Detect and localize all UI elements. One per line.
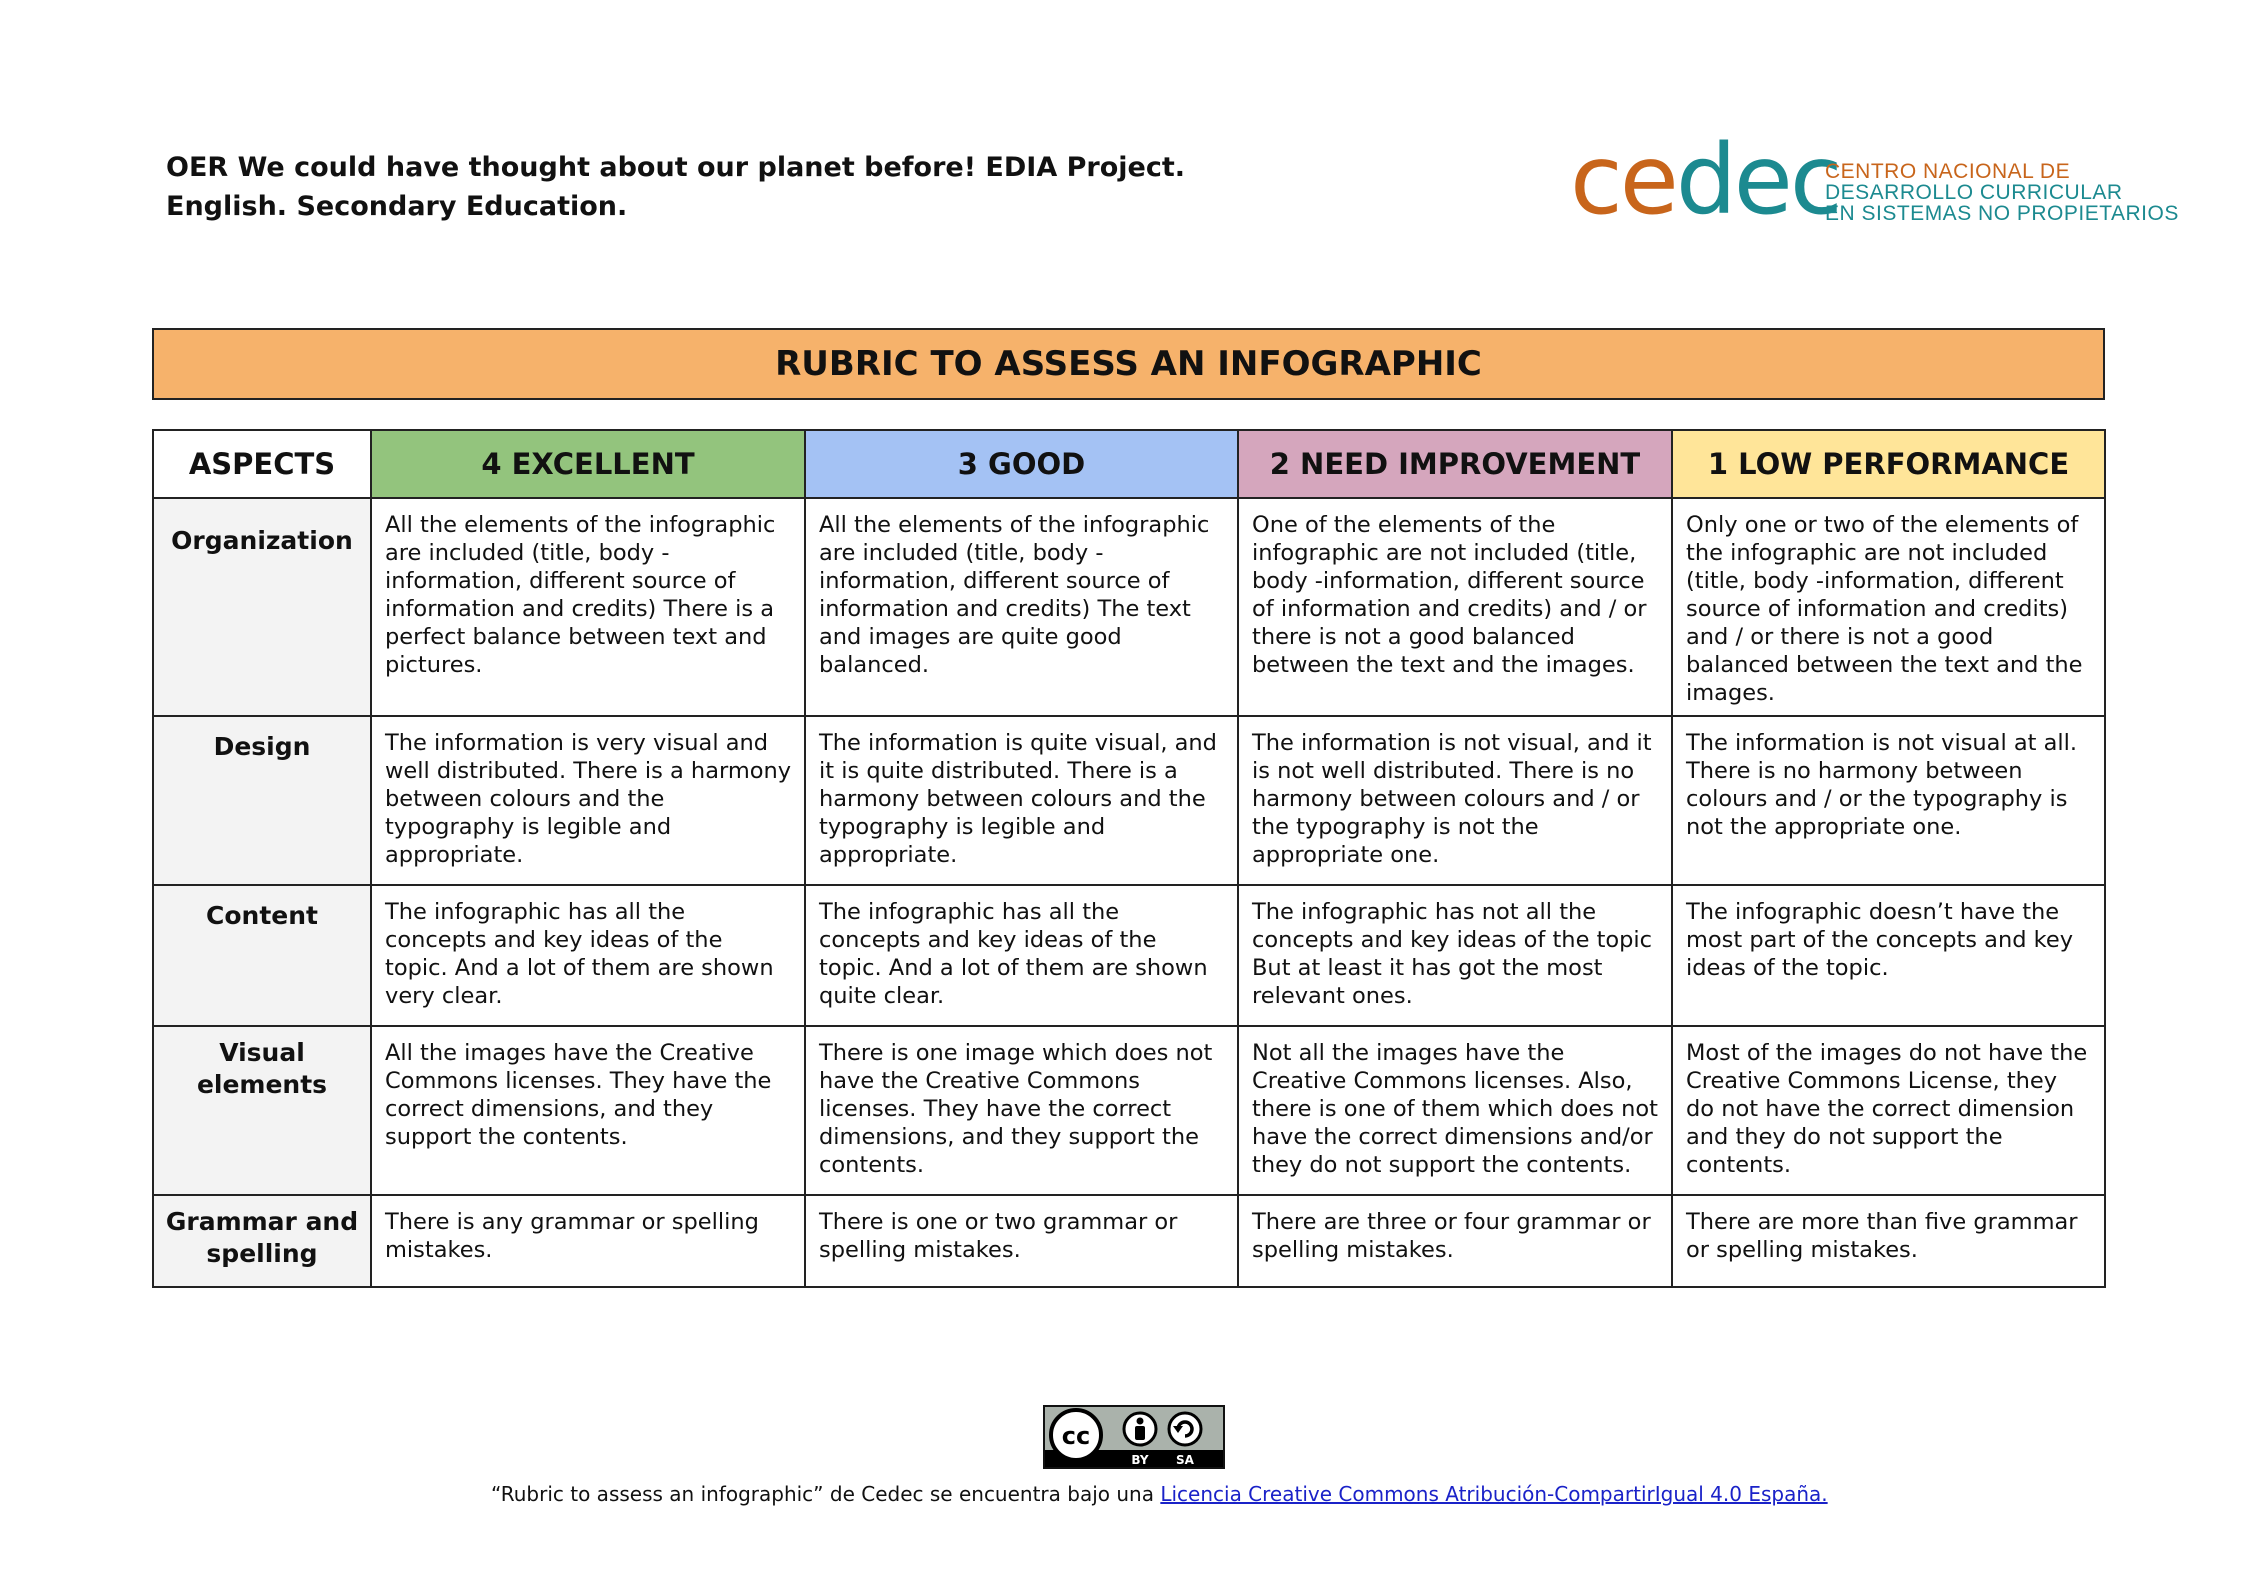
criteria-cell: There is any grammar or spelling mistakes.	[371, 1195, 805, 1287]
criteria-cell: The information is very visual and well distributed. There is a harmony between colours and the typography is legible and appropriate.	[371, 716, 805, 885]
criteria-cell: There is one image which does not have the Creative Commons licenses. They have the correct dimensions, and they support the contents.	[805, 1026, 1238, 1195]
criteria-cell: All the elements of the infographic are included (title, body -information, different source of information and credits) The text and images are quite good balanced.	[805, 498, 1238, 716]
aspect-cell: Grammar and spelling	[153, 1195, 371, 1287]
header-line-2: English. Secondary Education.	[166, 191, 628, 222]
criteria-cell: All the elements of the infographic are included (title, body -information, different source of information and credits) There is a perfect balance between text and pictures.	[371, 498, 805, 716]
header-level-2-need-improvement: 2 NEED IMPROVEMENT	[1238, 430, 1672, 498]
criteria-cell: The infographic has not all the concepts and key ideas of the topic But at least it has got the most relevant ones.	[1238, 885, 1672, 1026]
license-prefix: “Rubric to assess an infographic” de Cedec se encuentra bajo una	[491, 1482, 1161, 1506]
criteria-cell: The information is not visual at all. There is no harmony between colours and / or the typography is not the appropriate one.	[1672, 716, 2105, 885]
license-statement	[491, 1481, 1828, 1507]
logo-word-ce: ce	[1570, 124, 1676, 236]
badge-by-label: BY	[1131, 1453, 1149, 1467]
rubric-header-row	[153, 430, 2105, 498]
header-aspects: ASPECTS	[153, 430, 371, 498]
rubric-title-band	[152, 328, 2105, 400]
criteria-cell: The infographic doesn’t have the most part of the concepts and key ideas of the topic.	[1672, 885, 2105, 1026]
criteria-cell: The infographic has all the concepts and key ideas of the topic. And a lot of them are shown very clear.	[371, 885, 805, 1026]
criteria-cell: One of the elements of the infographic are not included (title, body -information, different source of information and credits) and / or there is not a good balanced between the text and the images.	[1238, 498, 1672, 716]
criteria-cell: Not all the images have the Creative Commons licenses. Also, there is one of them which does not have the correct dimensions and/or they do not support the contents.	[1238, 1026, 1672, 1195]
logo-sub-line-2: DESARROLLO CURRICULAR	[1825, 181, 2123, 204]
cedec-logo-subtitle	[1825, 161, 2179, 224]
share-alike-icon	[1169, 1413, 1201, 1445]
rubric-title: RUBRIC TO ASSESS AN INFOGRAPHIC	[775, 344, 1482, 384]
header-level-4-excellent: 4 EXCELLENT	[371, 430, 805, 498]
attribution-icon-head	[1137, 1418, 1144, 1425]
table-row	[153, 1195, 2105, 1287]
document-header	[166, 148, 1185, 226]
criteria-cell: There are three or four grammar or spelling mistakes.	[1238, 1195, 1672, 1287]
attribution-icon-body	[1135, 1426, 1145, 1440]
table-row	[153, 716, 2105, 885]
aspect-cell: Content	[153, 885, 371, 1026]
cc-by-sa-badge	[1043, 1405, 1225, 1469]
cedec-logo	[1570, 124, 2179, 244]
cc-logo-text: cc	[1061, 1422, 1091, 1450]
badge-sa-label: SA	[1176, 1453, 1194, 1467]
logo-word-dec: dec	[1675, 124, 1840, 236]
table-row	[153, 1026, 2105, 1195]
table-row	[153, 885, 2105, 1026]
criteria-cell: All the images have the Creative Commons licenses. They have the correct dimensions, and they support the contents.	[371, 1026, 805, 1195]
criteria-cell: The infographic has all the concepts and key ideas of the topic. And a lot of them are shown quite clear.	[805, 885, 1238, 1026]
header-level-3-good: 3 GOOD	[805, 430, 1238, 498]
cedec-logo-wordmark	[1570, 124, 1840, 236]
rubric-table	[152, 429, 2106, 1288]
table-row	[153, 498, 2105, 716]
aspect-cell: Organization	[153, 498, 371, 716]
logo-sub-line-1: CENTRO NACIONAL DE	[1825, 160, 2071, 183]
criteria-cell: There is one or two grammar or spelling mistakes.	[805, 1195, 1238, 1287]
criteria-cell: The information is quite visual, and it is quite distributed. There is a harmony between colours and the typography is legible and appropriate.	[805, 716, 1238, 885]
criteria-cell: Most of the images do not have the Creative Commons License, they do not have the correct dimension and they do not support the contents.	[1672, 1026, 2105, 1195]
criteria-cell: The information is not visual, and it is not well distributed. There is no harmony between colours and / or the typography is not the appropriate one.	[1238, 716, 1672, 885]
logo-sub-line-3: EN SISTEMAS NO PROPIETARIOS	[1825, 202, 2179, 225]
license-link[interactable]: Licencia Creative Commons Atribución-CompartirIgual 4.0 España.	[1160, 1482, 1828, 1506]
criteria-cell: There are more than five grammar or spelling mistakes.	[1672, 1195, 2105, 1287]
aspect-cell: Visual elements	[153, 1026, 371, 1195]
header-line-1: OER We could have thought about our planet before! EDIA Project.	[166, 152, 1185, 183]
cc-badge-graphic	[1045, 1407, 1223, 1467]
criteria-cell: Only one or two of the elements of the infographic are not included (title, body -information, different source of information and credits) and / or there is not a good balanced between the text and the images.	[1672, 498, 2105, 716]
aspect-cell: Design	[153, 716, 371, 885]
header-level-1-low-performance: 1 LOW PERFORMANCE	[1672, 430, 2105, 498]
